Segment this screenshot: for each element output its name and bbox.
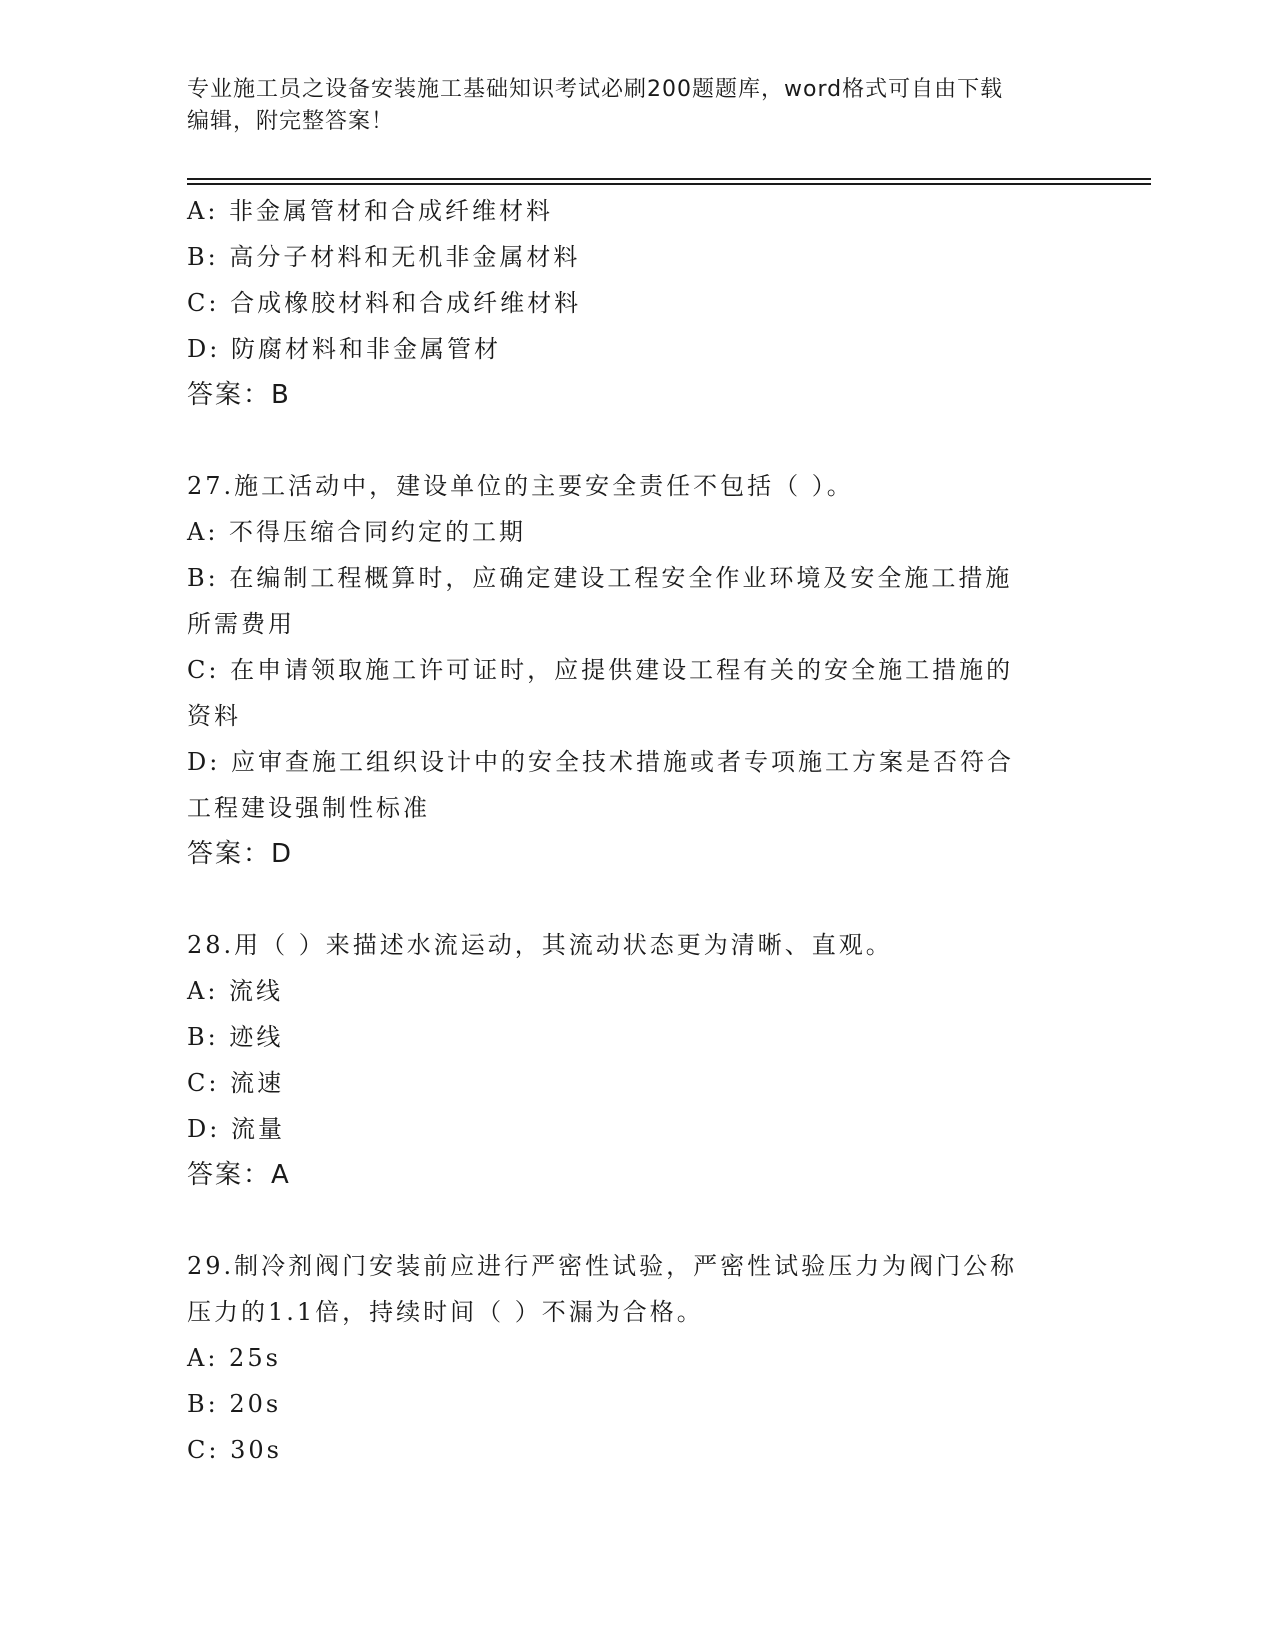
question-text: 28.用（ ）来描述水流运动，其流动状态更为清晰、直观。 — [187, 931, 893, 959]
header-line-2: 编辑，附完整答案！ — [187, 109, 395, 134]
document-header — [187, 74, 1067, 138]
option-d: D: 防腐材料和非金属管材 — [187, 335, 501, 363]
header-divider-top — [187, 178, 1151, 180]
option-c-line-2: 资料 — [187, 702, 241, 730]
option-c-line-1: C: 在申请领取施工许可证时，应提供建设工程有关的安全施工措施的 — [187, 656, 1014, 684]
question-text-line-1: 29.制冷剂阀门安装前应进行严密性试验，严密性试验压力为阀门公称 — [187, 1252, 1018, 1280]
option-b-line-2: 所需费用 — [187, 610, 295, 638]
option-a: A: 流线 — [187, 977, 284, 1005]
answer: 答案：B — [187, 380, 291, 410]
option-b-line-1: B: 在编制工程概算时，应确定建设工程安全作业环境及安全施工措施 — [187, 564, 1013, 592]
option-c: C: 流速 — [187, 1069, 285, 1097]
question-text-line-2: 压力的1.1倍，持续时间（ ）不漏为合格。 — [187, 1298, 704, 1326]
question-27 — [187, 463, 1067, 877]
option-d: D: 流量 — [187, 1115, 285, 1143]
option-c: C: 合成橡胶材料和合成纤维材料 — [187, 289, 582, 317]
option-b: B: 20s — [187, 1390, 282, 1418]
question-28 — [187, 922, 1067, 1198]
option-a: A: 非金属管材和合成纤维材料 — [187, 197, 554, 225]
question-29 — [187, 1243, 1067, 1473]
header-divider-bottom — [187, 183, 1151, 185]
option-a: A: 25s — [187, 1344, 281, 1372]
answer: 答案：D — [187, 839, 294, 869]
answer: 答案：A — [187, 1160, 291, 1190]
option-d-line-2: 工程建设强制性标准 — [187, 794, 430, 822]
question-list — [187, 188, 1067, 1473]
question-text: 27.施工活动中，建设单位的主要安全责任不包括（ ）。 — [187, 472, 854, 500]
option-c: C: 30s — [187, 1436, 282, 1464]
option-a: A: 不得压缩合同约定的工期 — [187, 518, 527, 546]
option-d-line-1: D: 应审查施工组织设计中的安全技术措施或者专项施工方案是否符合 — [187, 748, 1014, 776]
question-26 — [187, 188, 1067, 418]
header-line-1: 专业施工员之设备安装施工基础知识考试必刷200题题库，word格式可自由下载 — [187, 77, 1004, 102]
option-b: B: 高分子材料和无机非金属材料 — [187, 243, 581, 271]
option-b: B: 迹线 — [187, 1023, 284, 1051]
